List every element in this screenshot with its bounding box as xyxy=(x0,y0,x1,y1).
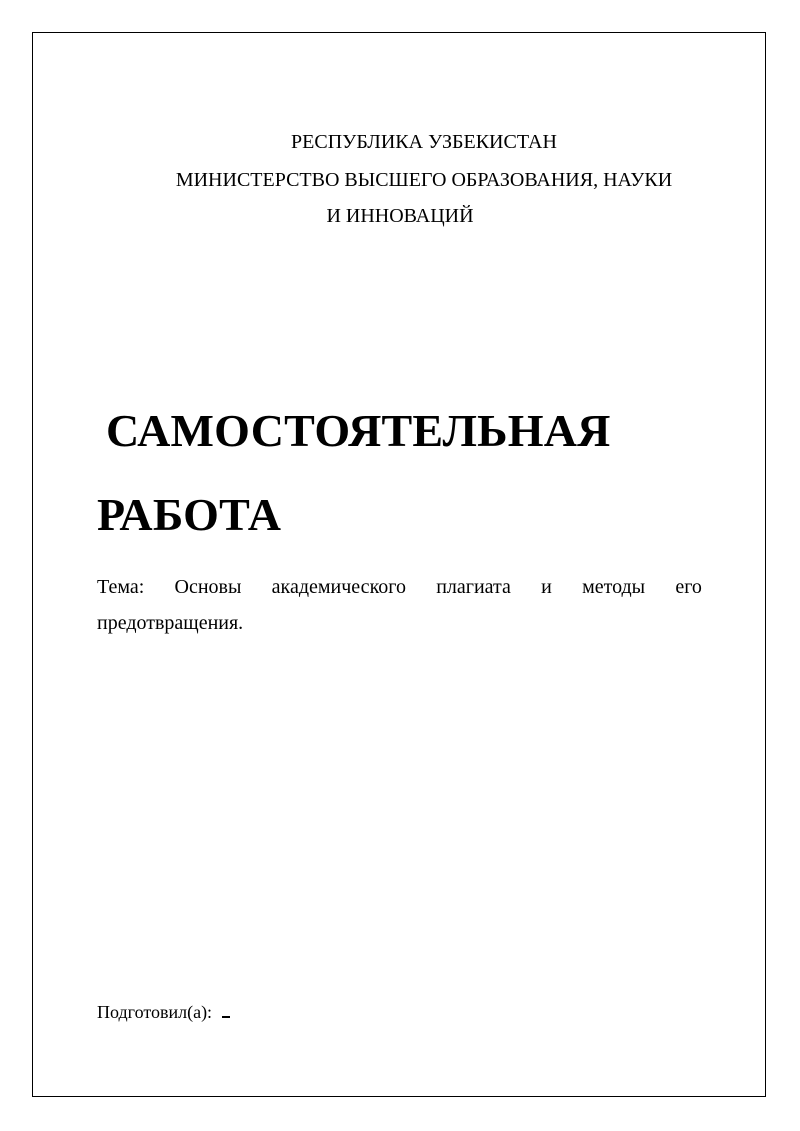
topic-word: плагиата xyxy=(436,576,511,598)
prepared-by xyxy=(97,1000,230,1024)
prepared-by-blank xyxy=(222,1002,230,1018)
topic-word: Основы xyxy=(174,576,242,598)
topic-word: его xyxy=(675,576,702,598)
document-title-line1: САМОСТОЯТЕЛЬНАЯ xyxy=(106,405,611,456)
topic-word: и xyxy=(541,576,552,598)
country-name: РЕСПУБЛИКА УЗБЕКИСТАН xyxy=(291,131,557,153)
ministry-name-line1: МИНИСТЕРСТВО ВЫСШЕГО ОБРАЗОВАНИЯ, НАУКИ xyxy=(175,169,673,191)
ministry-name-line2: И ИННОВАЦИЙ xyxy=(326,205,474,227)
topic-word: академического xyxy=(271,576,406,598)
topic-line2: предотвращения. xyxy=(97,612,244,634)
topic-block xyxy=(97,569,702,641)
topic-word: методы xyxy=(582,576,646,598)
document-title-line2: РАБОТА xyxy=(97,489,282,540)
topic-word: Тема: xyxy=(97,576,145,598)
prepared-by-label: Подготовил(а): xyxy=(97,1002,213,1022)
topic-line1 xyxy=(97,569,702,605)
